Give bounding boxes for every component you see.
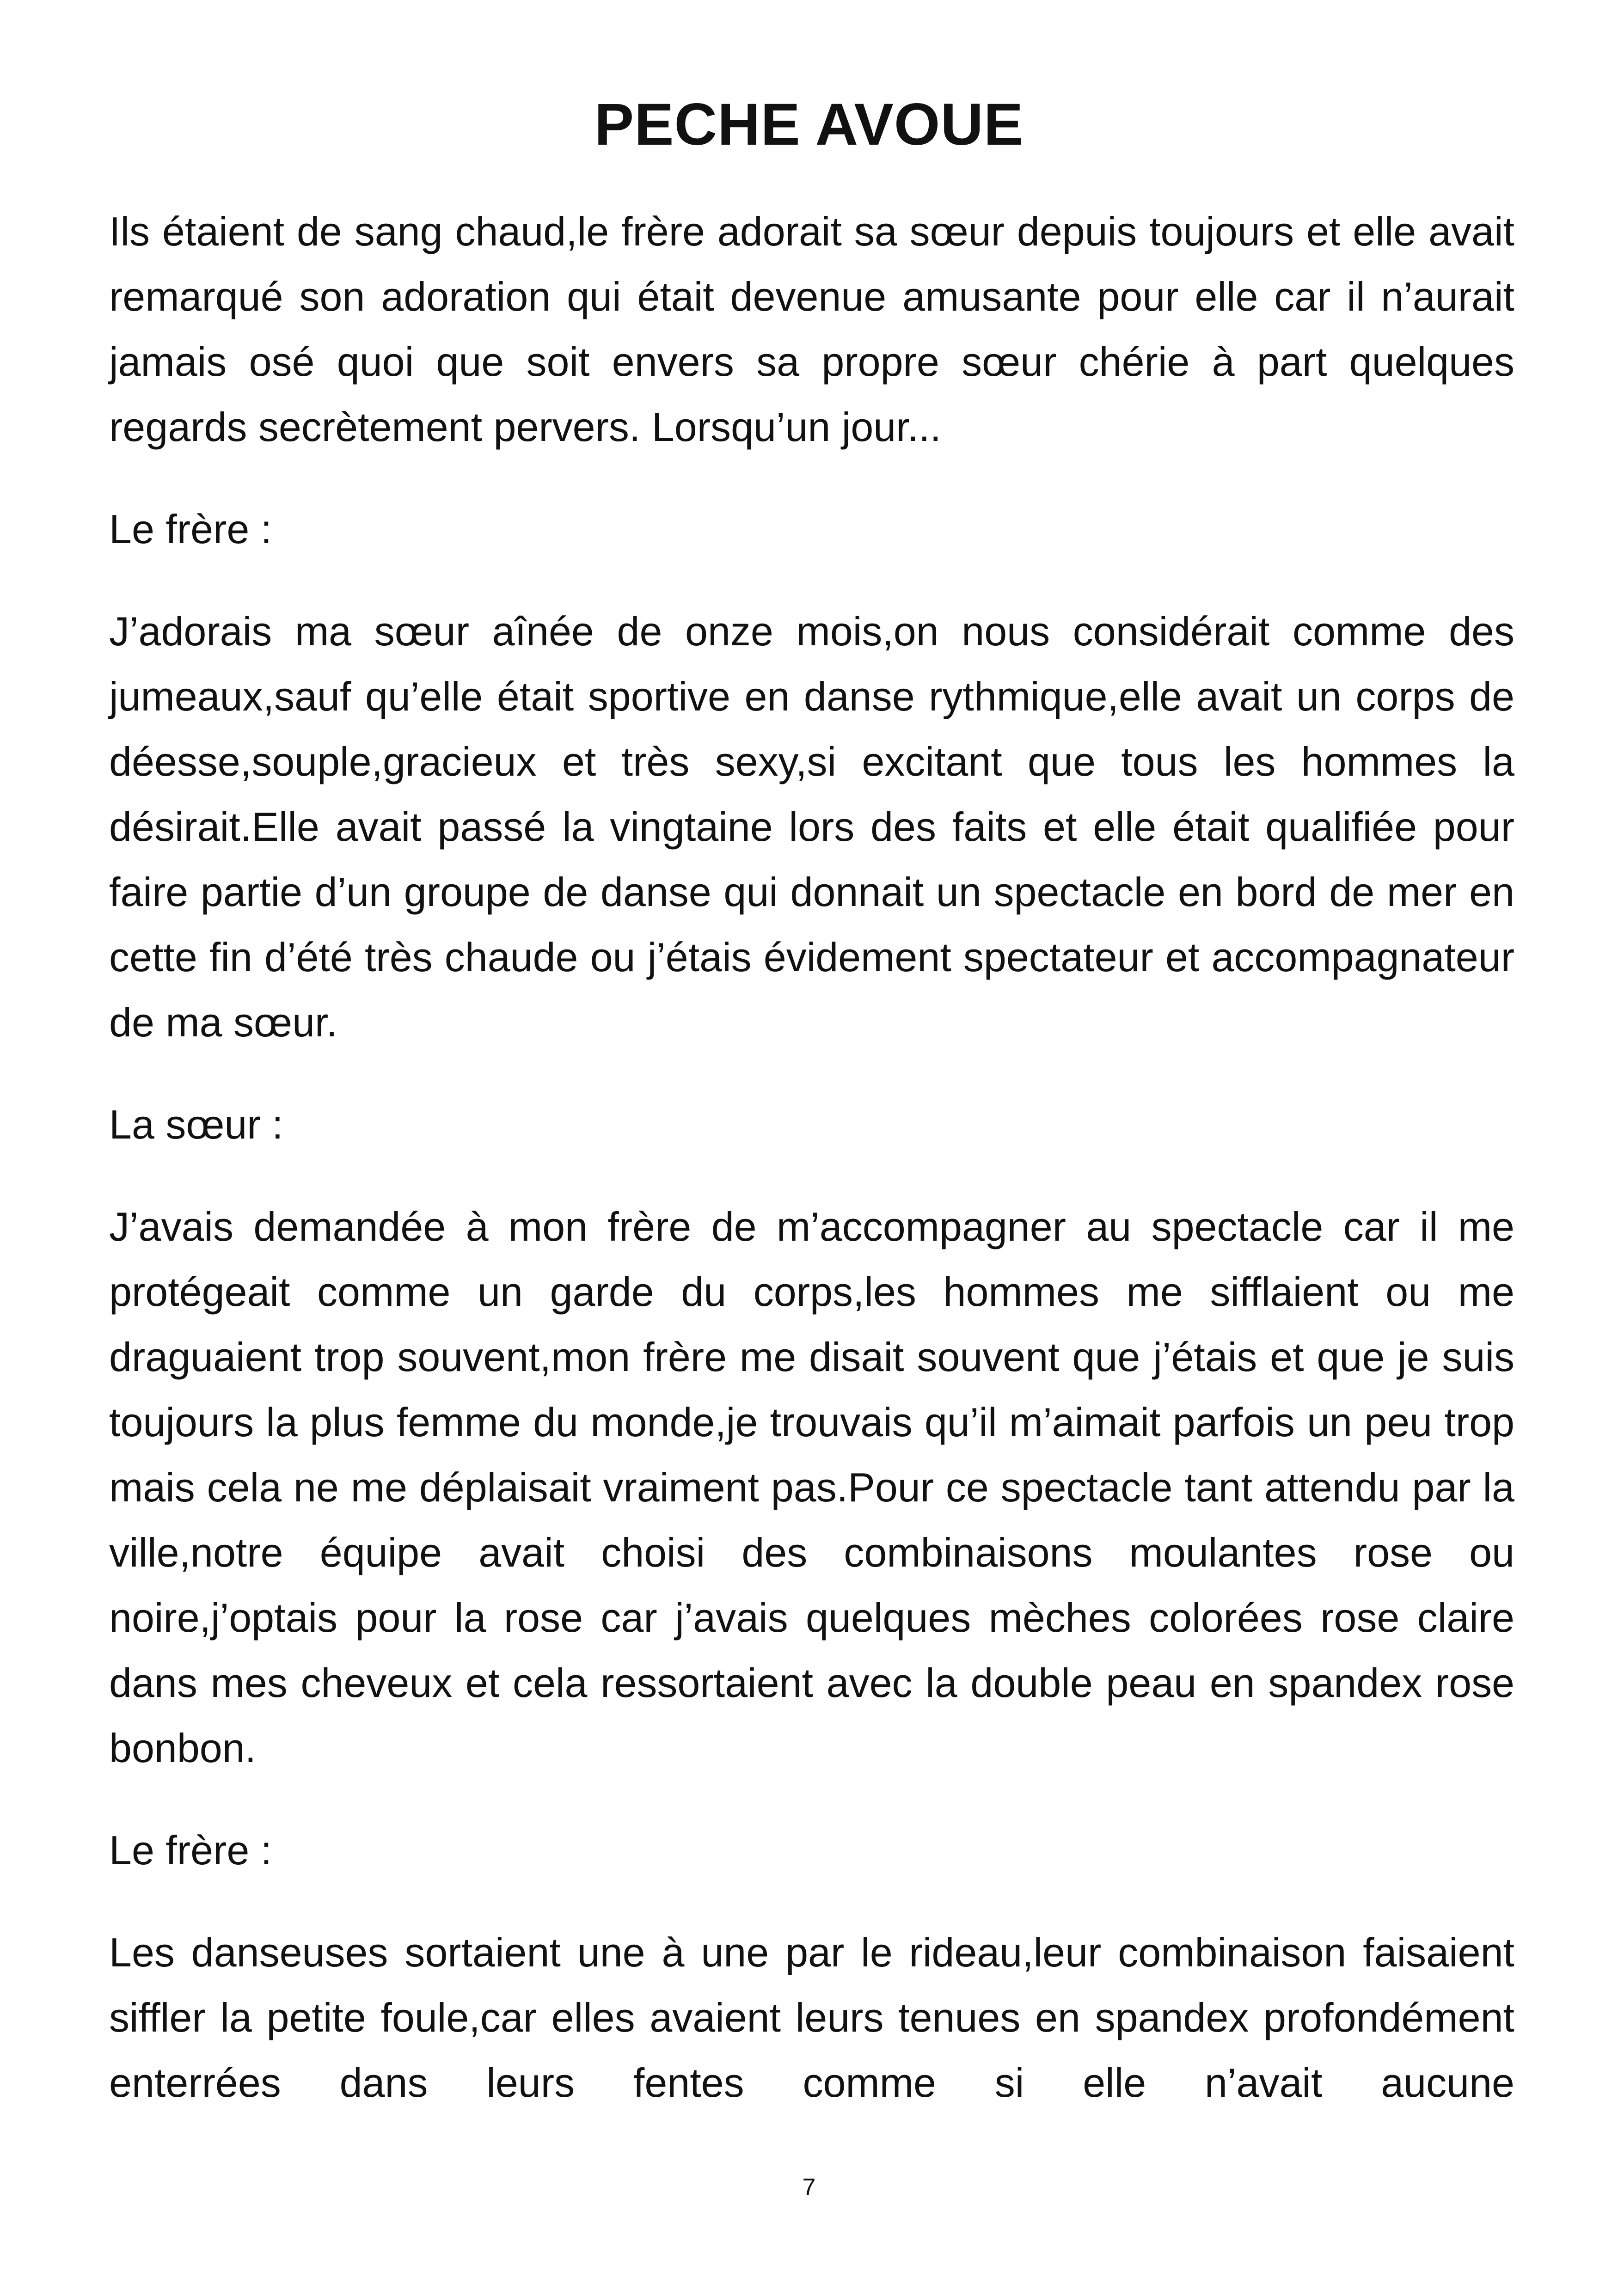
speaker-label-sister: La sœur : xyxy=(109,1102,283,1147)
paragraph-intro: Ils étaient de sang chaud,le frère adorait sa sœur depuis toujours et elle avait remarqué son adoration qui était devenue amusante pour elle car il n’aurait jamais osé quoi que soit envers sa propre sœur chérie à part quelques regards secrètement pervers. Lorsqu’un jour... xyxy=(109,208,1514,450)
page-number: 7 xyxy=(802,2174,816,2201)
paragraph-brother-1: J’adorais ma sœur aînée de onze mois,on nous considérait comme des jumeaux,sauf qu’elle était sportive en danse rythmique,elle avait un corps de déesse,souple,gracieux et très sexy,si excitant que tous les hommes la désirait.Elle avait passé la vingtaine lors des faits et elle était qualifiée pour faire partie d’un groupe de danse qui donnait un spectacle en bord de mer en cette fin d’été très chaude ou j’étais évidement spectateur et accompagnateur de ma sœur. xyxy=(109,608,1514,1045)
paragraph-brother-2: Les danseuses sortaient une à une par le rideau,leur combinaison faisaient siffler la petite foule,car elles avaient leurs tenues en spandex profondément enterrées dans leurs fentes comme si elle n’avait aucune xyxy=(109,1929,1514,2106)
speaker-label-brother: Le frère : xyxy=(109,506,272,552)
story-body xyxy=(109,199,1514,2152)
page-title: PECHE AVOUE xyxy=(594,92,1024,158)
speaker-label-brother-2: Le frère : xyxy=(109,1827,272,1873)
paragraph-sister-1: J’avais demandée à mon frère de m’accompagner au spectacle car il me protégeait comme un garde du corps,les hommes me sifflaient ou me draguaient trop souvent,mon frère me disait souvent que j’étais et que je suis toujours la plus femme du monde,je trouvais qu’il m’aimait parfois un peu trop mais cela ne me déplaisait vraiment pas.Pour ce spectacle tant attendu par la ville,notre équipe avait choisi des combinaisons moulantes rose ou noire,j’optais pour la rose car j’avais quelques mèches colorées rose claire dans mes cheveux et cela ressortaient avec la double peau en spandex rose bonbon. xyxy=(109,1204,1514,1771)
